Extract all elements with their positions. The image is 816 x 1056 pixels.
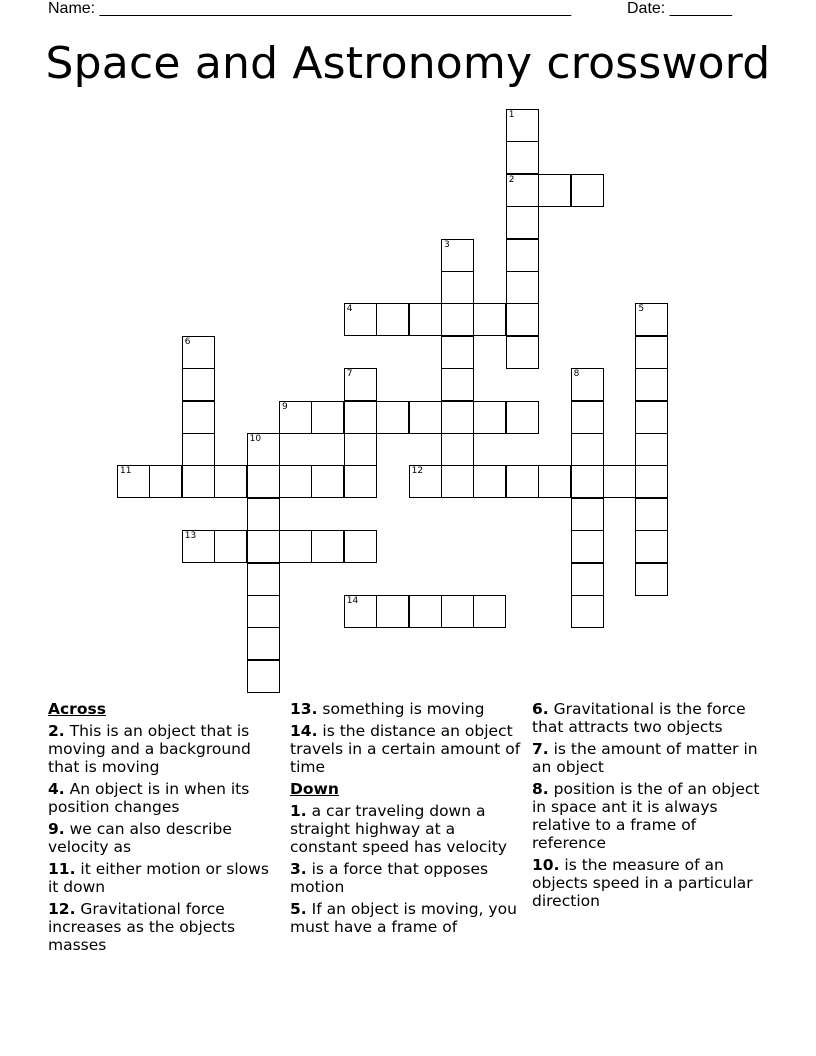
clue-text: we can also describe velocity as	[48, 820, 232, 856]
clue-text: If an object is moving, you must have a frame of	[290, 900, 517, 936]
grid-cell[interactable]	[506, 174, 539, 207]
grid-cell[interactable]	[441, 239, 474, 272]
clue-number: 8.	[532, 780, 549, 798]
clue-number: 11.	[48, 860, 76, 878]
grid-cell[interactable]	[182, 401, 215, 434]
clue-number: 1.	[290, 802, 307, 820]
across-heading: Across	[48, 700, 106, 718]
grid-cell[interactable]	[571, 433, 604, 466]
grid-cell[interactable]	[506, 109, 539, 142]
clue-text: is the measure of an objects speed in a particular direction	[532, 856, 753, 910]
clue-number: 4.	[48, 780, 65, 798]
grid-cell[interactable]	[311, 530, 344, 563]
grid-cell[interactable]	[506, 239, 539, 272]
grid-cell-number: 13	[184, 531, 197, 542]
grid-cell-number: 7	[346, 369, 353, 380]
clue-down-7	[532, 740, 764, 776]
grid-cell[interactable]	[409, 465, 442, 498]
grid-cell[interactable]	[441, 401, 474, 434]
grid-cell[interactable]	[409, 303, 442, 336]
clue-number: 10.	[532, 856, 560, 874]
grid-cell[interactable]	[214, 465, 247, 498]
clue-text: An object is in when its position changes	[48, 780, 250, 816]
grid-cell[interactable]	[506, 271, 539, 304]
grid-cell[interactable]	[247, 563, 280, 596]
clue-number: 2.	[48, 722, 65, 740]
grid-cell[interactable]	[376, 303, 409, 336]
grid-cell[interactable]	[635, 530, 668, 563]
grid-cell[interactable]	[344, 595, 377, 628]
grid-cell[interactable]	[571, 368, 604, 401]
clue-down-8	[532, 780, 764, 852]
clue-down-1	[290, 802, 522, 856]
grid-cell[interactable]	[279, 401, 312, 434]
clue-text: This is an object that is moving and a background that is moving	[48, 722, 251, 776]
grid-cell[interactable]	[635, 401, 668, 434]
grid-cell[interactable]	[635, 368, 668, 401]
grid-cell[interactable]	[441, 465, 474, 498]
grid-cell[interactable]	[149, 465, 182, 498]
grid-cell[interactable]	[376, 401, 409, 434]
grid-cell[interactable]	[247, 498, 280, 531]
grid-cell[interactable]	[344, 368, 377, 401]
grid-cell-number: 9	[282, 401, 288, 412]
grid-cell[interactable]	[473, 595, 506, 628]
clue-text: is the amount of matter in an object	[532, 740, 758, 776]
clues-column-3	[532, 700, 764, 914]
grid-cell[interactable]	[247, 627, 280, 660]
grid-cell[interactable]	[506, 303, 539, 336]
clue-across-2	[48, 722, 280, 776]
grid-cell[interactable]	[182, 336, 215, 369]
grid-cell[interactable]	[441, 336, 474, 369]
grid-cell[interactable]	[506, 206, 539, 239]
grid-cell[interactable]	[441, 368, 474, 401]
grid-cell[interactable]	[506, 336, 539, 369]
clues-column-1	[48, 700, 280, 958]
clue-down-6	[532, 700, 764, 736]
clue-number: 13.	[290, 700, 318, 718]
clue-text: is a force that opposes motion	[290, 860, 489, 896]
grid-cell[interactable]	[571, 595, 604, 628]
grid-cell[interactable]	[247, 530, 280, 563]
grid-cell[interactable]	[603, 465, 636, 498]
grid-cell-number: 2	[508, 174, 515, 185]
grid-cell[interactable]	[182, 530, 215, 563]
date-field-label: Date: _______	[627, 0, 732, 17]
grid-cell-number: 6	[184, 336, 191, 347]
clue-number: 5.	[290, 900, 307, 918]
grid-cell[interactable]	[279, 465, 312, 498]
grid-cell-number: 8	[573, 369, 580, 380]
grid-cell-number: 5	[638, 304, 645, 315]
grid-cell[interactable]	[571, 401, 604, 434]
grid-cell-number: 3	[444, 239, 450, 250]
grid-cell[interactable]	[182, 433, 215, 466]
clue-text: a car traveling down a straight highway at a constant speed has velocity	[290, 802, 507, 856]
grid-cell[interactable]	[344, 530, 377, 563]
grid-cell[interactable]	[441, 433, 474, 466]
grid-cell[interactable]	[344, 401, 377, 434]
clue-across-11	[48, 860, 280, 896]
grid-cell[interactable]	[247, 595, 280, 628]
grid-cell[interactable]	[182, 465, 215, 498]
clue-text: something is moving	[322, 700, 485, 718]
clue-down-10	[532, 856, 764, 910]
clue-down-5	[290, 900, 522, 936]
grid-cell[interactable]	[538, 465, 571, 498]
clue-across-4	[48, 780, 280, 816]
grid-cell[interactable]	[409, 401, 442, 434]
grid-cell-number: 1	[508, 110, 515, 120]
clue-across-9	[48, 820, 280, 856]
grid-cell[interactable]	[571, 530, 604, 563]
grid-cell[interactable]	[247, 465, 280, 498]
grid-cell[interactable]	[441, 271, 474, 304]
grid-cell[interactable]	[247, 660, 280, 693]
grid-cell[interactable]	[182, 368, 215, 401]
page-title: Space and Astronomy crossword	[45, 38, 771, 89]
clue-number: 6.	[532, 700, 549, 718]
grid-cell[interactable]	[635, 498, 668, 531]
grid-cell[interactable]	[538, 174, 571, 207]
grid-cell[interactable]	[571, 465, 604, 498]
grid-cell[interactable]	[279, 530, 312, 563]
grid-cell[interactable]	[117, 465, 150, 498]
grid-cell[interactable]	[409, 595, 442, 628]
grid-cell[interactable]	[506, 141, 539, 174]
grid-cell[interactable]	[344, 465, 377, 498]
grid-cell[interactable]	[506, 465, 539, 498]
name-field-label: Name: _____________________________________________________	[48, 0, 572, 17]
grid-cell-number: 10	[249, 434, 262, 444]
grid-cell[interactable]	[473, 465, 506, 498]
grid-cell[interactable]	[473, 401, 506, 434]
grid-cell-number: 12	[411, 466, 424, 477]
grid-cell[interactable]	[214, 530, 247, 563]
grid-cell[interactable]	[571, 563, 604, 596]
clue-number: 12.	[48, 900, 76, 918]
grid-cell[interactable]	[473, 303, 506, 336]
clue-text: Gravitational force increases as the objects masses	[48, 900, 236, 954]
clue-text: is the distance an object travels in a certain amount of time	[290, 722, 521, 776]
grid-cell[interactable]	[571, 498, 604, 531]
down-heading: Down	[290, 780, 339, 798]
grid-cell[interactable]	[441, 303, 474, 336]
grid-cell[interactable]	[571, 174, 604, 207]
grid-cell[interactable]	[635, 336, 668, 369]
grid-cell[interactable]	[344, 433, 377, 466]
clue-number: 7.	[532, 740, 549, 758]
grid-cell[interactable]	[311, 465, 344, 498]
grid-cell[interactable]	[635, 303, 668, 336]
clues-column-2	[290, 700, 522, 940]
grid-cell-number: 11	[120, 466, 132, 477]
clue-text: Gravitational is the force that attracts two objects	[532, 700, 746, 736]
clue-number: 14.	[290, 722, 318, 740]
clue-down-3	[290, 860, 522, 896]
grid-cell[interactable]	[635, 465, 668, 498]
clue-number: 3.	[290, 860, 307, 878]
grid-cell[interactable]	[344, 303, 377, 336]
grid-cell[interactable]	[441, 595, 474, 628]
grid-cell[interactable]	[247, 433, 280, 466]
clue-across-12	[48, 900, 280, 954]
grid-cell[interactable]	[376, 595, 409, 628]
grid-cell-number: 14	[346, 596, 359, 606]
grid-cell-number: 4	[346, 304, 353, 315]
clue-across-13	[290, 700, 522, 718]
clue-across-14	[290, 722, 522, 776]
clue-text: position is the of an object in space ant it is always relative to a frame of reference	[532, 780, 760, 852]
grid-cell[interactable]	[311, 401, 344, 434]
grid-cell[interactable]	[635, 563, 668, 596]
clue-text: it either motion or slows it down	[48, 860, 269, 896]
grid-cell[interactable]	[506, 401, 539, 434]
clue-number: 9.	[48, 820, 65, 838]
grid-cell[interactable]	[635, 433, 668, 466]
